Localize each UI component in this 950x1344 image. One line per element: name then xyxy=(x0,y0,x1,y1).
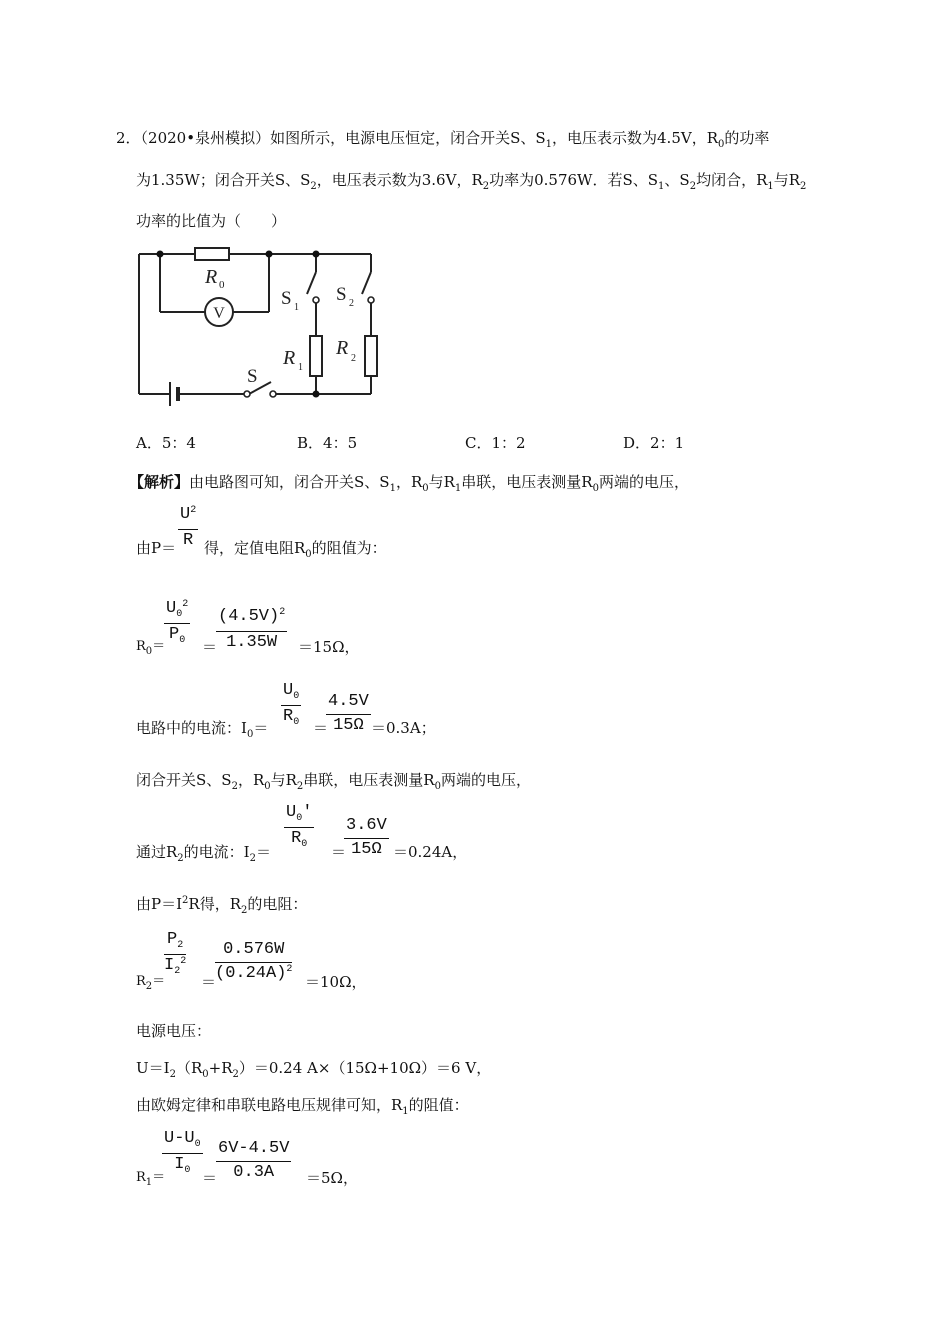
fraction-6v-minus-4-5v: $\frac{6V-4.5V}{0.3A}$ xyxy=(218,1139,290,1182)
fraction-u0prime-over-r0: $\frac{U_0'}{R_0}$ xyxy=(286,803,313,850)
formula-power-suffix: 得，定值电阻$R_0$的阻值为： xyxy=(204,539,387,560)
svg-text:S: S xyxy=(336,284,347,305)
battery-icon xyxy=(170,382,178,406)
fraction-0-576w: $\frac{0.576W}{(0.24A)^2}$ xyxy=(215,940,293,983)
analysis-line-9: 由欧姆定律和串联电路电压规律可知，$R_1$的阻值： xyxy=(136,1096,469,1117)
analysis-line-7: 电源电压： xyxy=(136,1022,212,1040)
resistor-r2 xyxy=(365,336,377,376)
r0-label: $R_0=$ xyxy=(136,639,166,657)
option-b[interactable]: B．4：5 xyxy=(297,434,358,452)
fraction-u0-over-r0: $\frac{U_0}{R_0}$ xyxy=(283,681,300,728)
svg-text:1: 1 xyxy=(294,302,299,313)
analysis-line-8: $U=I_2(R_0+R_2)=0.24$ A×（15Ω+10Ω）＝6 V， xyxy=(136,1059,492,1080)
analysis-line-4: 闭合开关S、$S_2$，$R_0$与$R_2$串联，电压表测量$R_0$两端的电压， xyxy=(136,771,531,792)
svg-text:S: S xyxy=(281,288,292,309)
r2-result: ＝10Ω， xyxy=(305,973,367,991)
svg-text:0: 0 xyxy=(219,279,225,291)
fraction-3-6v-over-15: $\frac{3.6V}{15\Omega}$ xyxy=(346,816,387,859)
r2-label: $R_2=$ xyxy=(136,974,166,992)
svg-text:S: S xyxy=(247,366,258,387)
analysis-tag: 【解析】 xyxy=(129,473,190,491)
svg-text:2: 2 xyxy=(349,298,354,309)
svg-text:R: R xyxy=(336,337,349,359)
fraction-4-5v-sq: $\frac{(4.5V)^2}{1.35W}$ xyxy=(218,607,286,652)
question-line-2: 为1.35W；闭合开关S、$S_2$，电压表示数为3.6V，$R_2$功率为0.576W．若S、$S_1$、$S_2$均闭合，$R_1$与$R_2$ xyxy=(136,171,807,192)
current-i2-label: 通过$R_2$的电流：$I_2=$ xyxy=(136,843,271,864)
r0-result: ＝15Ω， xyxy=(298,638,360,656)
analysis-line-1: 【解析】由电路图可知，闭合开关S、$S_1$，$R_0$与$R_1$串联，电压表测量$R_0$两端的电压， xyxy=(129,473,689,494)
r1-result: ＝5Ω， xyxy=(306,1169,358,1187)
option-a[interactable]: A．5：4 xyxy=(136,434,196,452)
fraction-u2-over-r: $\frac{U^2}{R}$ xyxy=(180,505,197,550)
fraction-p2-over-i2sq: $\frac{P_2}{I_2^2}$ xyxy=(164,930,187,977)
option-c[interactable]: C．1：2 xyxy=(465,434,526,452)
svg-text:R: R xyxy=(283,347,296,369)
svg-text:V: V xyxy=(213,305,225,322)
resistor-r0 xyxy=(195,248,229,260)
r1-label: $R_1=$ xyxy=(136,1170,166,1188)
fraction-4-5v-over-15: $\frac{4.5V}{15\Omega}$ xyxy=(328,692,369,735)
svg-text:2: 2 xyxy=(351,353,356,364)
svg-text:R: R xyxy=(205,266,218,288)
current-i0-label: 电路中的电流：$I_0=$ xyxy=(136,719,269,740)
analysis-line-6: 由$P=I^2R$得，$R_2$的电阻： xyxy=(136,895,308,916)
resistor-r1 xyxy=(310,336,322,376)
svg-text:1: 1 xyxy=(298,362,303,373)
fraction-u0sq-over-p0: $\frac{U_0^2}{P_0}$ xyxy=(166,599,189,646)
question-number: 2． xyxy=(116,129,141,147)
formula-power-prefix: 由P＝ xyxy=(136,539,177,557)
question-line-1: 2．（2020•泉州模拟）如图所示，电源电压恒定，闭合开关S、$S_1$，电压表示数为4.5V，$R_0$的功率 xyxy=(116,129,770,150)
current-i0-result: ＝0.3A； xyxy=(371,719,436,737)
current-i2-result: ＝0.24A， xyxy=(393,843,468,861)
question-line-3: 功率的比值为（ ） xyxy=(136,212,287,230)
question-source: （2020•泉州模拟） xyxy=(140,129,271,147)
circuit-diagram xyxy=(133,244,393,416)
fraction-u-minus-u0-over-i0: $\frac{U-U_0}{I_0}$ xyxy=(164,1129,201,1176)
option-d[interactable]: D．2：1 xyxy=(623,434,685,452)
